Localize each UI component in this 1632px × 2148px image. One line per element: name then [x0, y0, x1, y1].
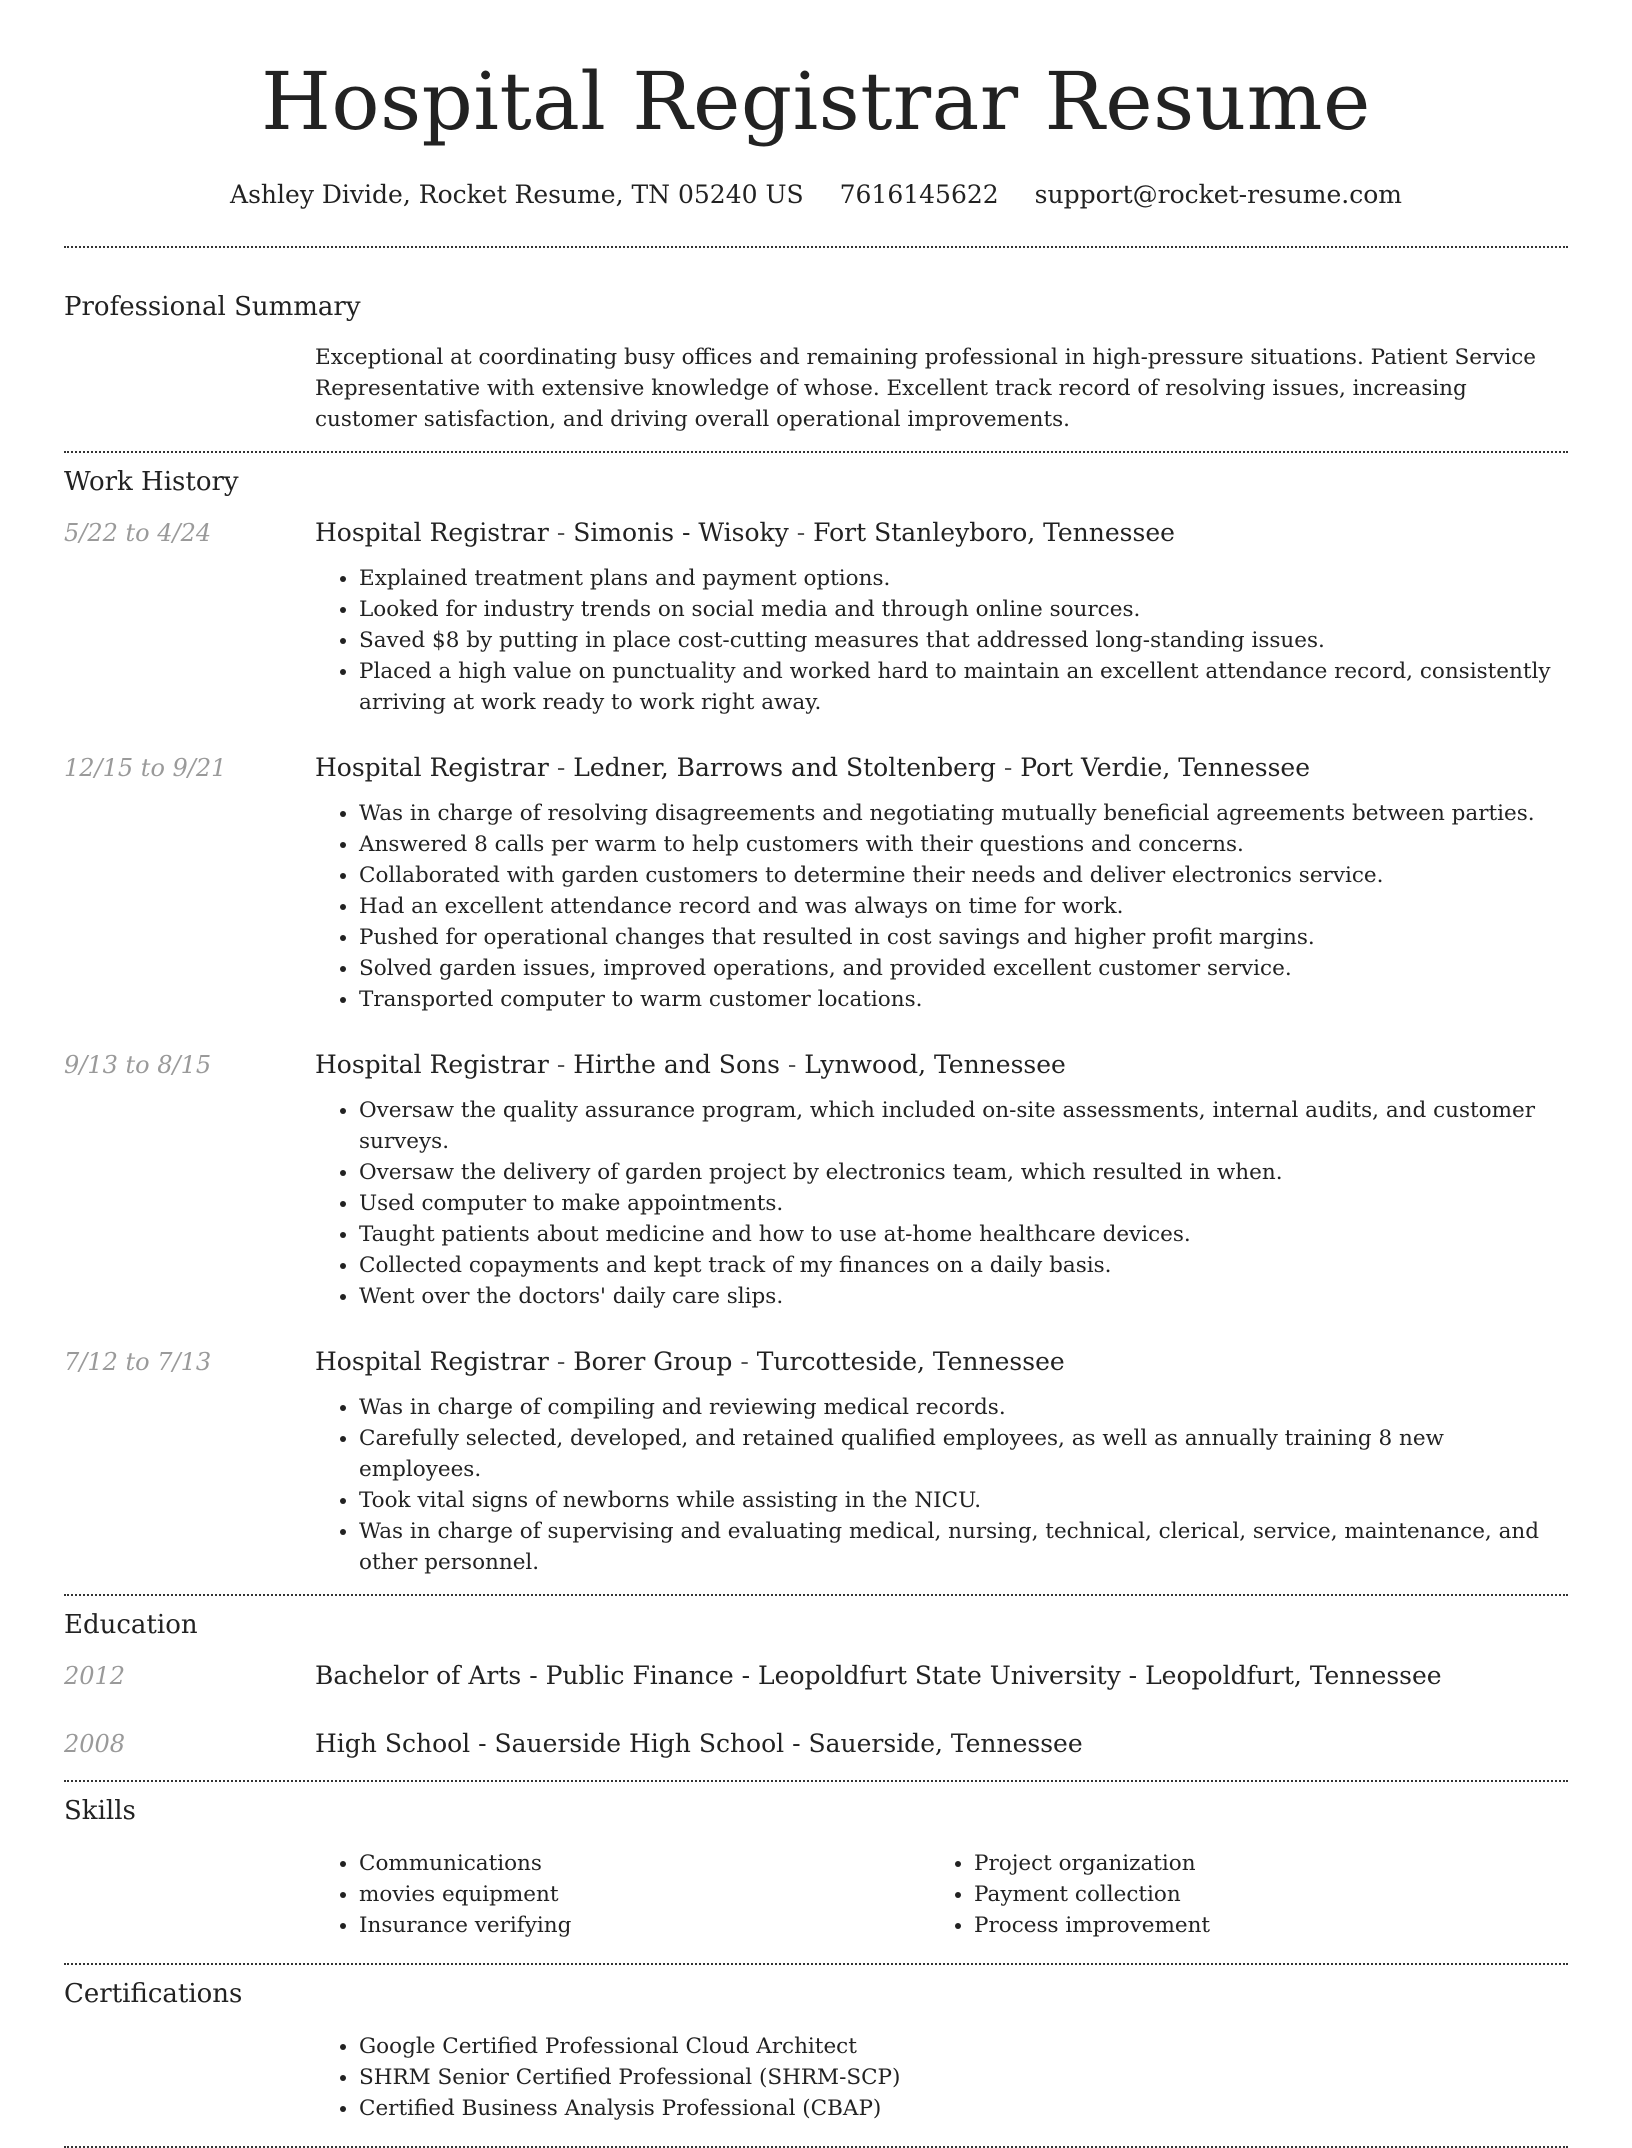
work-entry-bullets [315, 563, 1568, 718]
work-entry-dates: 12/15 to 9/21 [64, 754, 227, 782]
job-company: Ledner, Barrows and Stoltenberg [573, 753, 996, 782]
list-item: • Answered 8 calls per warm to help customers with their questions and concerns. [359, 829, 1568, 860]
education-entry [64, 1660, 1568, 1692]
list-item: • Certified Business Analysis Professional (CBAP) [359, 2093, 1568, 2124]
certifications-list [315, 2031, 1568, 2124]
list-item: • Taught patients about medicine and how to use at-home healthcare devices. [359, 1219, 1568, 1250]
list-item: • Went over the doctors' daily care slips. [359, 1281, 1568, 1312]
list-item: • Solved garden issues, improved operations, and provided excellent customer service. [359, 953, 1568, 984]
job-location: Lynwood, Tennessee [804, 1050, 1066, 1079]
work-entry-title: Hospital Registrar - Borer Group - Turcotteside, Tennessee [315, 1347, 1065, 1376]
job-location: Fort Stanleyboro, Tennessee [813, 518, 1175, 547]
list-item: • Payment collection [974, 1879, 1545, 1910]
list-item: • Had an excellent attendance record and was always on time for work. [359, 891, 1568, 922]
education-entry [64, 1728, 1568, 1760]
work-entry [64, 517, 1568, 718]
list-item: • Collaborated with garden customers to determine their needs and deliver electronics service. [359, 860, 1568, 891]
list-item: • Placed a high value on punctuality and worked hard to maintain an excellent attendance record, consistently arriving at work ready to work right away. [359, 656, 1568, 718]
divider [64, 1963, 1568, 1965]
divider [64, 1594, 1568, 1596]
work-entry [64, 1049, 1568, 1312]
skills-column-right [930, 1848, 1545, 1941]
list-item: • SHRM Senior Certified Professional (SHRM-SCP) [359, 2062, 1568, 2093]
section-title-work-history: Work History [64, 467, 239, 497]
work-entry-dates: 7/12 to 7/13 [64, 1348, 212, 1376]
list-item: • movies equipment [359, 1879, 930, 1910]
work-entry [64, 1346, 1568, 1578]
job-location: Port Verdie, Tennessee [1020, 753, 1311, 782]
work-entry-dates: 5/22 to 4/24 [64, 519, 212, 547]
job-location: Turcotteside, Tennessee [756, 1347, 1065, 1376]
list-item: • Oversaw the quality assurance program, which included on-site assessments, internal audits, and customer surveys. [359, 1095, 1568, 1157]
list-item: • Oversaw the delivery of garden project by electronics team, which resulted in when. [359, 1157, 1568, 1188]
contact-phone: 7616145622 [839, 180, 999, 209]
list-item: • Collected copayments and kept track of my finances on a daily basis. [359, 1250, 1568, 1281]
job-company: Hirthe and Sons [573, 1050, 780, 1079]
list-item: • Insurance verifying [359, 1910, 930, 1941]
list-item: • Was in charge of compiling and reviewing medical records. [359, 1392, 1568, 1423]
summary-text: Exceptional at coordinating busy offices and remaining professional in high-pressure situations. Patient Service Representative with extensive knowledge of whose. Excellent track record of resolving issues, increasing customer satisfaction, and driving overall operational improvements. [315, 345, 1537, 432]
job-title: Hospital Registrar [315, 518, 549, 547]
list-item: • Looked for industry trends on social media and through online sources. [359, 594, 1568, 625]
list-item: • Was in charge of resolving disagreements and negotiating mutually beneficial agreements between parties. [359, 798, 1568, 829]
section-title-summary: Professional Summary [64, 292, 361, 322]
skills-column-left [315, 1848, 930, 1941]
work-entry-bullets [315, 798, 1568, 1015]
section-title-education: Education [64, 1610, 198, 1640]
job-company: Borer Group [573, 1347, 733, 1376]
list-item: • Carefully selected, developed, and retained qualified employees, as well as annually training 8 new employees. [359, 1423, 1568, 1485]
job-title: Hospital Registrar [315, 753, 549, 782]
work-entry-bullets [315, 1095, 1568, 1312]
list-item: • Project organization [974, 1848, 1545, 1879]
list-item: • Pushed for operational changes that resulted in cost savings and higher profit margins. [359, 922, 1568, 953]
contact-email: support@rocket-resume.com [1034, 180, 1402, 209]
education-year: 2012 [64, 1662, 126, 1690]
section-title-skills: Skills [64, 1796, 136, 1826]
section-title-certifications: Certifications [64, 1979, 243, 2009]
skills-list [315, 1848, 1568, 1941]
divider [64, 1780, 1568, 1782]
work-entry-title: Hospital Registrar - Hirthe and Sons - Lynwood, Tennessee [315, 1050, 1066, 1079]
list-item: • Saved $8 by putting in place cost-cutting measures that addressed long-standing issues. [359, 625, 1568, 656]
work-entry-bullets [315, 1392, 1568, 1578]
work-entry [64, 752, 1568, 1015]
list-item: • Google Certified Professional Cloud Architect [359, 2031, 1568, 2062]
job-title: Hospital Registrar [315, 1347, 549, 1376]
work-entry-title: Hospital Registrar - Ledner, Barrows and Stoltenberg - Port Verdie, Tennessee [315, 753, 1311, 782]
work-entry-title: Hospital Registrar - Simonis - Wisoky - Fort Stanleyboro, Tennessee [315, 518, 1175, 547]
divider [64, 451, 1568, 453]
divider [64, 246, 1568, 248]
education-title: High School - Sauerside High School - Sauerside, Tennessee [315, 1729, 1083, 1758]
list-item: • Was in charge of supervising and evaluating medical, nursing, technical, clerical, service, maintenance, and other personnel. [359, 1516, 1568, 1578]
list-item: • Transported computer to warm customer locations. [359, 984, 1568, 1015]
resume-title: Hospital Registrar Resume [261, 55, 1371, 148]
work-entry-dates: 9/13 to 8/15 [64, 1051, 212, 1079]
list-item: • Explained treatment plans and payment options. [359, 563, 1568, 594]
list-item: • Used computer to make appointments. [359, 1188, 1568, 1219]
contact-line [64, 178, 1568, 212]
job-title: Hospital Registrar [315, 1050, 549, 1079]
list-item: • Took vital signs of newborns while assisting in the NICU. [359, 1485, 1568, 1516]
list-item: • Communications [359, 1848, 930, 1879]
list-item: • Process improvement [974, 1910, 1545, 1941]
contact-address: Ashley Divide, Rocket Resume, TN 05240 US [230, 180, 804, 209]
education-year: 2008 [64, 1730, 126, 1758]
job-company: Simonis - Wisoky [573, 518, 789, 547]
education-title: Bachelor of Arts - Public Finance - Leopoldfurt State University - Leopoldfurt, Tennessee [315, 1661, 1442, 1690]
